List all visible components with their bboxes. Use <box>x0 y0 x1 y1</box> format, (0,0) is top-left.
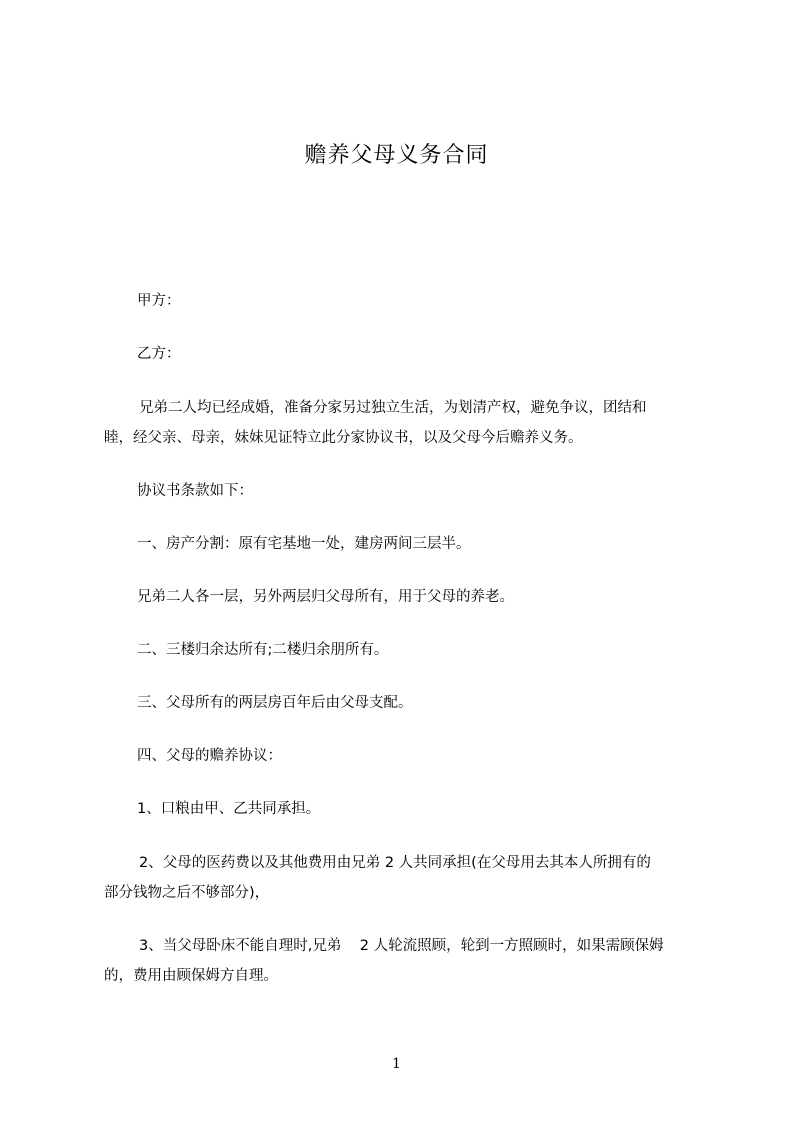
item-1: 1、口粮由甲、乙共同承担。 <box>137 801 321 817</box>
party-b-label: 乙方： <box>137 346 181 362</box>
item-3-line-1: 3、当父母卧床不能自理时,兄弟 2 人轮流照顾，轮到一方照顾时，如果需顾保姆 <box>139 938 664 954</box>
terms-heading: 协议书条款如下： <box>137 483 253 499</box>
clause-3: 三、父母所有的两层房百年后由父母支配。 <box>137 695 413 711</box>
clause-1: 一、房产分割：原有宅基地一处，建房两间三层半。 <box>137 536 471 552</box>
clause-4: 四、父母的赡养协议： <box>137 748 282 764</box>
item-3-line-2: 的，费用由顾保姆方自理。 <box>104 968 278 984</box>
clause-1-detail: 兄弟二人各一层，另外两层归父母所有，用于父母的养老。 <box>137 589 514 605</box>
item-2-line-1: 2、父母的医药费以及其他费用由兄弟 2 人共同承担(在父母用去其本人所拥有的 <box>139 855 651 871</box>
page-number: 1 <box>392 1056 401 1072</box>
document-title: 赡养父母义务合同 <box>304 143 489 168</box>
item-2-line-2: 部分钱物之后不够部分)， <box>104 885 270 901</box>
party-a-label: 甲方： <box>137 293 181 309</box>
intro-paragraph-line-1: 兄弟二人均已经成婚，准备分家另过独立生活，为划清产权，避免争议，团结和 <box>139 400 647 416</box>
clause-2: 二、三楼归余达所有;二楼归余朋所有。 <box>137 642 389 658</box>
intro-paragraph-line-2: 睦，经父亲、母亲，妹妹见证特立此分家协议书，以及父母今后赡养义务。 <box>104 430 583 446</box>
